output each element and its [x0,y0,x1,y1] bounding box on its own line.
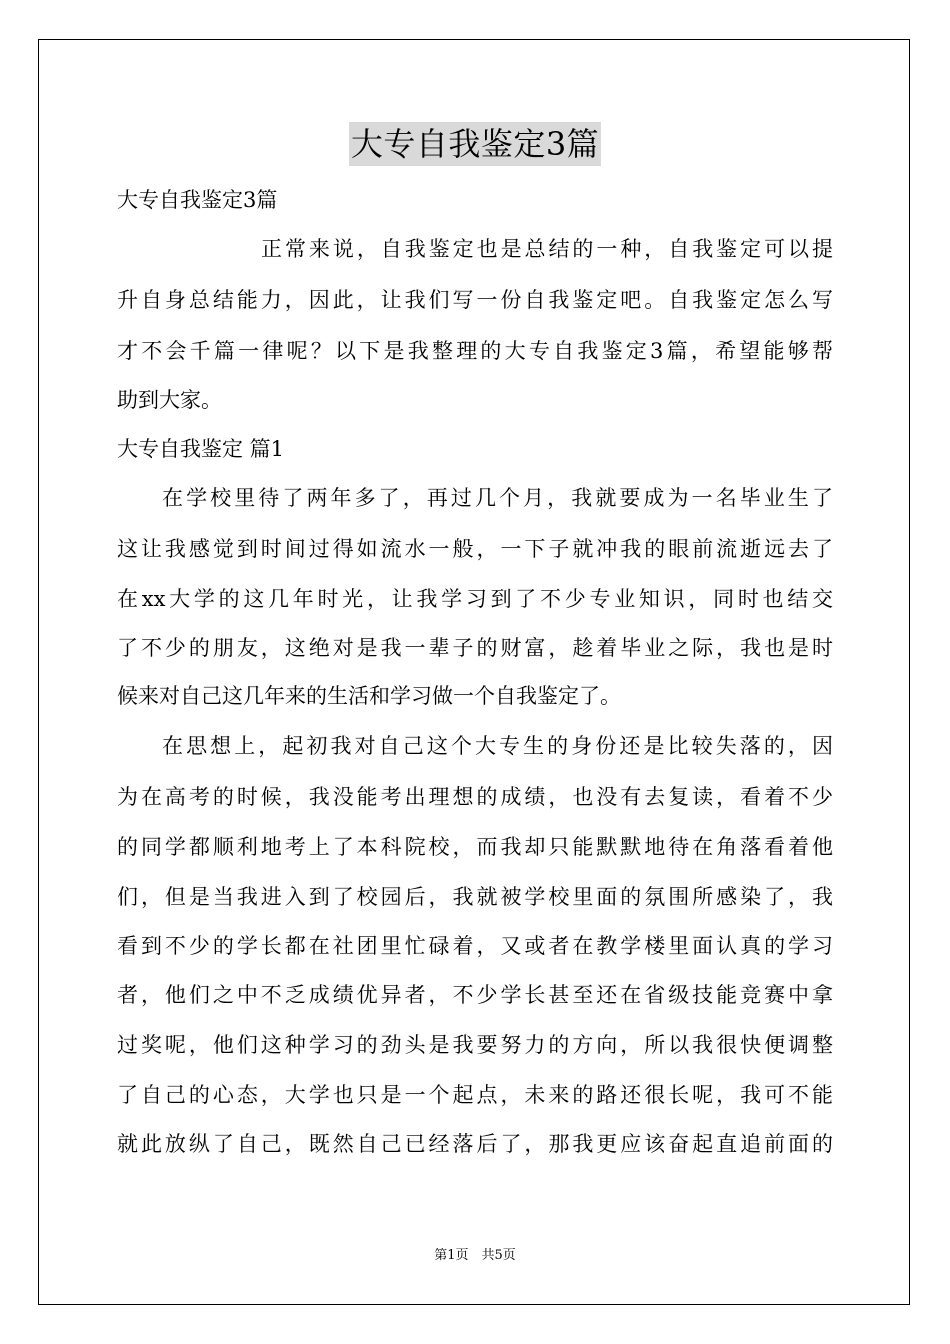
paragraph2-line-1: 在思想上，起初我对自己这个大专生的身份还是比较失落的，因 [162,734,833,758]
paragraph2-line-6: 者，他们之中不乏成绩优异者，不少学长甚至还在省级技能竞赛中拿 [117,983,833,1007]
paragraph2-line-7: 过奖呢，他们这种学习的劲头是我要努力的方向，所以我很快便调整 [117,1033,833,1057]
intro-line-4: 助到大家。 [117,388,222,412]
paragraph2-line-8: 了自己的心态，大学也只是一个起点，未来的路还很长呢，我可不能 [117,1083,833,1107]
intro-line-1: 正常来说，自我鉴定也是总结的一种，自我鉴定可以提 [261,237,833,261]
paragraph1-line-5: 候来对自己这几年来的生活和学习做一个自我鉴定了。 [117,684,621,708]
paragraph1-line-2: 这让我感觉到时间过得如流水一般，一下子就冲我的眼前流逝远去了 [117,537,833,561]
intro-line-2: 升自身总结能力，因此，让我们写一份自我鉴定吧。自我鉴定怎么写 [117,288,833,312]
paragraph2-line-4: 们，但是当我进入到了校园后，我就被学校里面的氛围所感染了，我 [117,885,833,909]
paragraph1-line-3: 在xx大学的这几年时光，让我学习到了不少专业知识，同时也结交 [117,587,833,611]
page-footer: 第1页 共5页 [434,1248,516,1263]
paragraph2-line-5: 看到不少的学长都在社团里忙碌着，又或者在教学楼里面认真的学习 [117,934,833,958]
section-heading: 大专自我鉴定 篇1 [117,437,285,461]
paragraph1-line-1: 在学校里待了两年多了，再过几个月，我就要成为一名毕业生了 [162,486,833,510]
document-heading: 大专自我鉴定3篇 [117,188,278,212]
document-title: 大专自我鉴定3篇 [349,122,601,166]
paragraph1-line-4: 了不少的朋友，这绝对是我一辈子的财富，趁着毕业之际，我也是时 [117,636,833,660]
intro-line-3: 才不会千篇一律呢？以下是我整理的大专自我鉴定3篇，希望能够帮 [117,339,833,363]
paragraph2-line-3: 的同学都顺利地考上了本科院校，而我却只能默默地待在角落看着他 [117,835,833,859]
document-title-wrapper [0,122,950,166]
page-border [38,39,910,1305]
paragraph2-line-2: 为在高考的时候，我没能考出理想的成绩，也没有去复读，看着不少 [117,785,833,809]
paragraph2-line-9: 就此放纵了自己，既然自己已经落后了，那我更应该奋起直追前面的 [117,1132,833,1156]
